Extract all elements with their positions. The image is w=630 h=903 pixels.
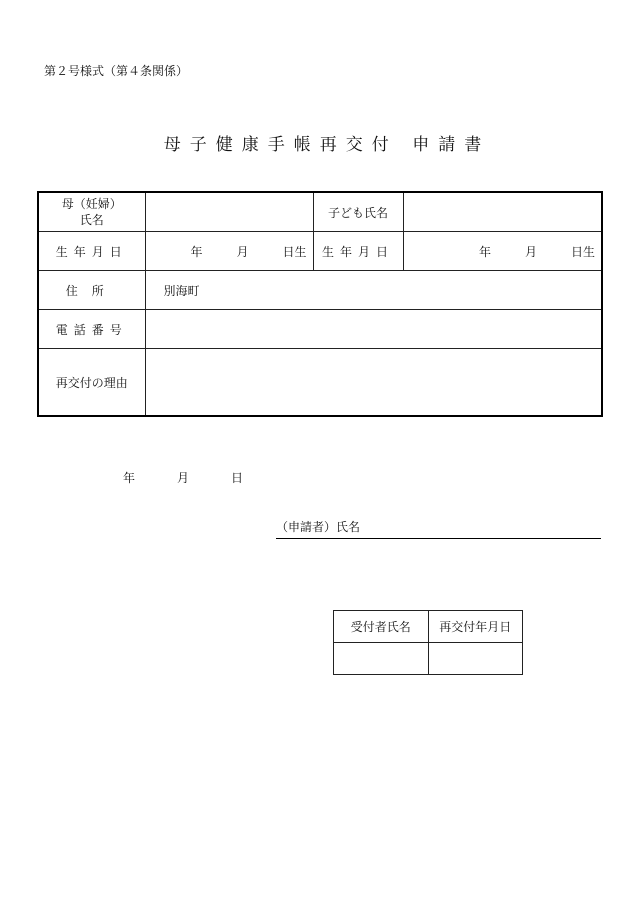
table-row [38,232,602,271]
table-row [38,192,602,232]
mother-label-line1: 母（妊婦） [61,197,122,211]
table-row [38,271,602,310]
phone-label: 電話番号 [38,310,145,349]
application-table [37,191,603,417]
table-row [38,310,602,349]
table-row [334,643,523,675]
receiver-name-header: 受付者氏名 [334,611,429,643]
application-day-label: 日 [231,471,244,485]
document-title: 母子健康手帳再交付 申請書 [163,135,491,155]
mother-label-line2: 氏名 [79,213,104,227]
address-label: 住所 [38,271,145,310]
day-born-label: 日生 [282,244,307,259]
mother-name-label [38,192,145,232]
form-number: 第２号様式（第４条関係） [44,64,189,78]
phone-field[interactable] [145,310,602,349]
receipt-table [333,610,523,675]
mother-birthdate-label: 生年月日 [38,232,145,271]
child-birthdate-label: 生年月日 [313,232,403,271]
application-month-label: 月 [177,471,190,485]
reissue-date-header: 再交付年月日 [428,611,523,643]
day-born-label: 日生 [570,244,595,259]
child-name-field[interactable] [403,192,602,232]
mother-name-field[interactable] [145,192,313,232]
reason-label: 再交付の理由 [38,349,145,417]
child-birthdate-field[interactable] [403,232,602,271]
month-label: 月 [524,244,537,259]
reason-field[interactable] [145,349,602,417]
applicant-name-field[interactable] [276,518,601,539]
year-label: 年 [190,244,203,259]
table-row [334,611,523,643]
table-row [38,349,602,417]
address-field[interactable]: 別海町 [145,271,602,310]
receiver-name-field[interactable] [334,643,429,675]
month-label: 月 [236,244,249,259]
year-label: 年 [478,244,491,259]
application-year-label: 年 [123,471,136,485]
child-name-label: 子ども氏名 [313,192,403,232]
applicant-name-label: （申請者）氏名 [276,520,361,534]
mother-birthdate-field[interactable] [145,232,313,271]
reissue-date-field[interactable] [428,643,523,675]
